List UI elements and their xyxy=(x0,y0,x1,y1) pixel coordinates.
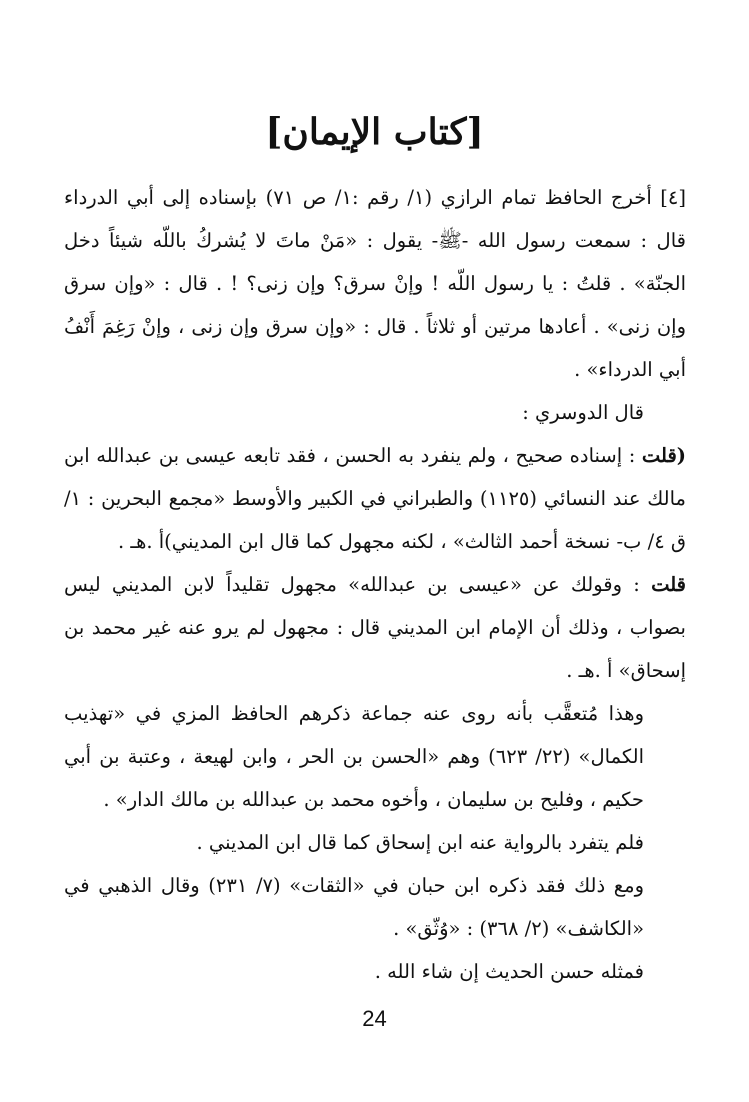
reply-paragraph xyxy=(64,563,686,692)
thiqat-paragraph: ومع ذلك فقد ذكره ابن حبان في «الثقات» (٧/ ٢٣١) وقال الذهبي في «الكاشف» (٢/ ٣٦٨) : «وُثّق» . xyxy=(64,874,644,940)
dosari-comment-text: : إسناده صحيح ، ولم ينفرد به الحسن ، فقد تابعه عيسى بن عبدالله ابن مالك عند النسائي (١١٢٥) والطبراني في الكبير والأوسط «مجمع البحرين : ١/ ق ٤/ ب- نسخة أحمد الثالث» ، لكنه مجهول كما قال ابن المديني)أ .هـ . xyxy=(64,444,686,553)
qultu-label: (قلت xyxy=(641,444,686,467)
dosari-comment-paragraph xyxy=(64,434,686,563)
page-number: 24 xyxy=(362,1006,387,1031)
chapter-title: [كتاب الإيمان] xyxy=(265,111,484,153)
hadith-paragraph: [٤] أخرج الحافظ تمام الرازي (١/ رقم :١/ ص ٧١) بإسناده إلى أبي الدرداء قال : سمعت رسول الله -ﷺ- يقول : «مَنْ ماتَ لا يُشركُ باللّه شيئاً دخل الجنّة» . قلتُ : يا رسول اللّه ! وإنْ سرق؟ وإن زنى؟ ! . قال : «وإن سرق وإن زنى» . أعادها مرتين أو ثلاثاً . قال : «وإن سرق وإن زنى ، وإنْ رَغِمَ أَنْفُ أبي الدرداء» . xyxy=(64,186,686,381)
qultu-reply-label: قلت xyxy=(651,573,687,596)
reply-text: : وقولك عن «عيسى بن عبدالله» مجهول تقليداً لابن المديني ليس بصواب ، وذلك أن الإمام ابن المديني قال : مجهول لم يرو عنه غير محمد بن إسحاق» أ .هـ . xyxy=(64,573,686,682)
tahdhib-paragraph: وهذا مُتعقَّب بأنه روى عنه جماعة ذكرهم الحافظ المزي في «تهذيب الكمال» (٢٢/ ٦٢٣) وهم «الحسن بن الحر ، وابن لهيعة ، وعتبة بن أبي حكيم ، وفليح بن سليمان ، وأخوه محمد بن عبدالله بن مالك الدار» . xyxy=(64,702,644,811)
page-body xyxy=(64,176,686,993)
not-alone-paragraph: فلم يتفرد بالرواية عنه ابن إسحاق كما قال ابن المديني . xyxy=(196,831,644,854)
conclusion-paragraph: فمثله حسن الحديث إن شاء الله . xyxy=(374,960,644,983)
dosari-heading: قال الدوسري : xyxy=(522,401,644,424)
